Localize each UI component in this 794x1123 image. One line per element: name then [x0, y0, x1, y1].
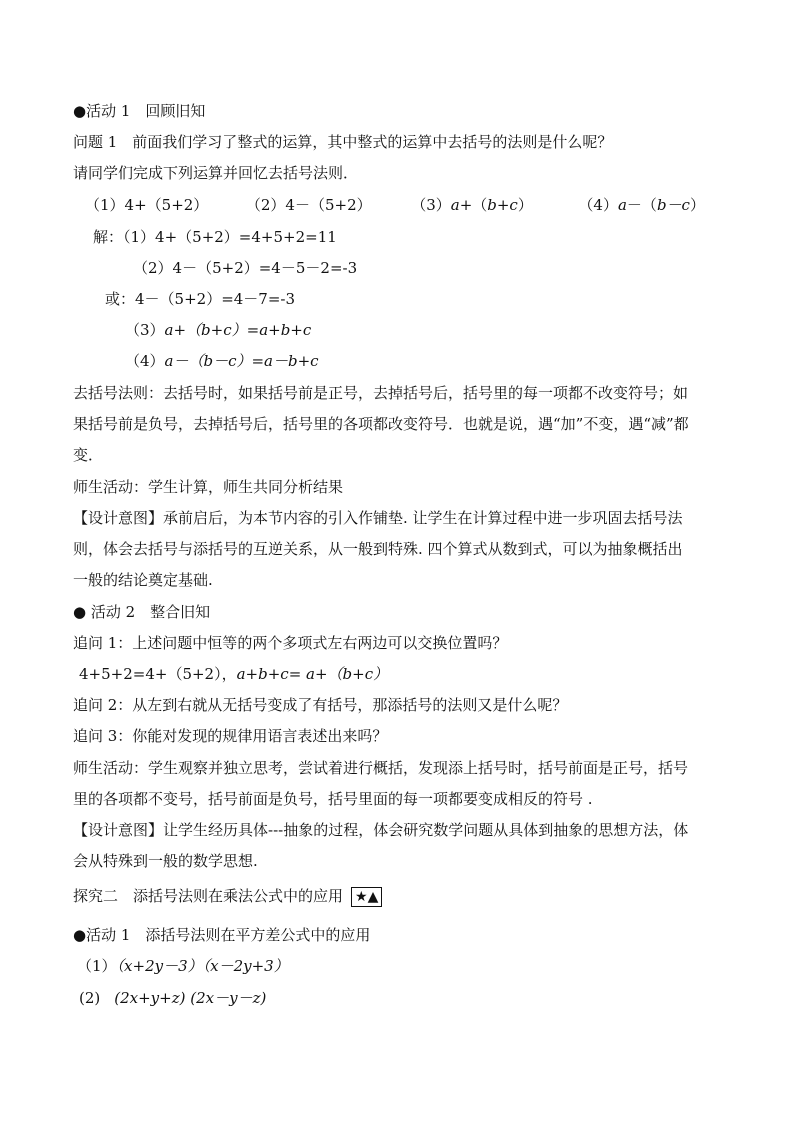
solution-1: 解：（1）4+（5+2）=4+5+2=11 — [93, 228, 337, 246]
follow-up-1: 追问 1：上述问题中恒等的两个多项式左右两边可以交换位置吗？ — [73, 634, 508, 652]
rule-line-3: 变． — [73, 446, 104, 464]
teacher-activity-1: 师生活动：学生计算，师生共同分析结果 — [73, 478, 344, 496]
exercise-3: （3）a+（b+c） — [411, 196, 533, 214]
solution-3: （3）a+（b+c）=a+b+c — [125, 321, 312, 339]
exercise-list — [85, 195, 705, 215]
question-1: 问题 1 前面我们学习了整式的运算，其中整式的运算中去括号的法则是什么呢？ — [73, 133, 613, 151]
design-intent-2-line-2: 会从特殊到一般的数学思想. — [73, 852, 258, 870]
problem-1: （1）（x+2y－3）（x－2y+3） — [77, 957, 289, 975]
difficulty-badge: ★▲ — [351, 887, 382, 907]
design-intent-2-line-1: 【设计意图】让学生经历具体---抽象的过程，体会研究数学问题从具体到抽象的思想方法，体 — [73, 821, 689, 839]
solution-2-alt: 或：4－（5+2）=4－7=-3 — [105, 290, 296, 308]
activity1-heading: ●活动 1 回顾旧知 — [73, 102, 206, 120]
instruction: 请同学们完成下列运算并回忆去括号法则． — [73, 164, 359, 182]
design-intent-1-line-3: 一般的结论奠定基础. — [73, 571, 213, 589]
solution-2: （2）4－（5+2）=4－5－2=-3 — [133, 259, 358, 277]
design-intent-1-line-2: 则，体会去括号与添括号的互逆关系，从一般到特殊. 四个算式从数到式，可以为抽象概括出 — [73, 540, 683, 558]
teacher-activity-2-line-1: 师生活动：学生观察并独立思考，尝试着进行概括，发现添上括号时，括号前面是正号，括号 — [73, 759, 689, 777]
follow-up-2: 追问 2：从左到右就从无括号变成了有括号，那添括号的法则又是什么呢？ — [73, 696, 568, 714]
activity2-heading: ● 活动 2 整合旧知 — [73, 603, 211, 621]
teacher-activity-2-line-2: 里的各项都不变号，括号前面是负号，括号里面的每一项都要变成相反的符号 . — [73, 790, 593, 808]
rule-line-1: 去括号法则：去括号时，如果括号前是正号，去掉括号后，括号里的每一项都不改变符号；如 — [73, 384, 689, 402]
exercise-4: （4）a－（b－c） — [578, 196, 705, 214]
exercise-1: （1）4+（5+2） — [85, 196, 209, 214]
rule-line-2: 果括号前是负号，去掉括号后，括号里的各项都改变符号．也就是说，遇“加”不变，遇“减”都 — [73, 415, 689, 433]
explore2-title: 探究二 添括号法则在乘法公式中的应用 ★▲ — [73, 886, 382, 907]
follow-up-3: 追问 3：你能对发现的规律用语言表述出来吗？ — [73, 727, 388, 745]
exercise-2: （2）4－（5+2） — [245, 196, 372, 214]
design-intent-1-line-1: 【设计意图】承前启后，为本节内容的引入作铺垫. 让学生在计算过程中进一步巩固去括号法 — [73, 509, 683, 527]
problem-2: (2) (2x+y+z) (2x－y－z) — [79, 989, 267, 1007]
identity-equations: 4+5+2=4+（5+2），a+b+c= a+（b+c） — [79, 665, 389, 683]
solution-4: （4）a－（b－c）=a－b+c — [125, 352, 319, 370]
explore2-activity-heading: ●活动 1 添括号法则在平方差公式中的应用 — [73, 926, 371, 944]
